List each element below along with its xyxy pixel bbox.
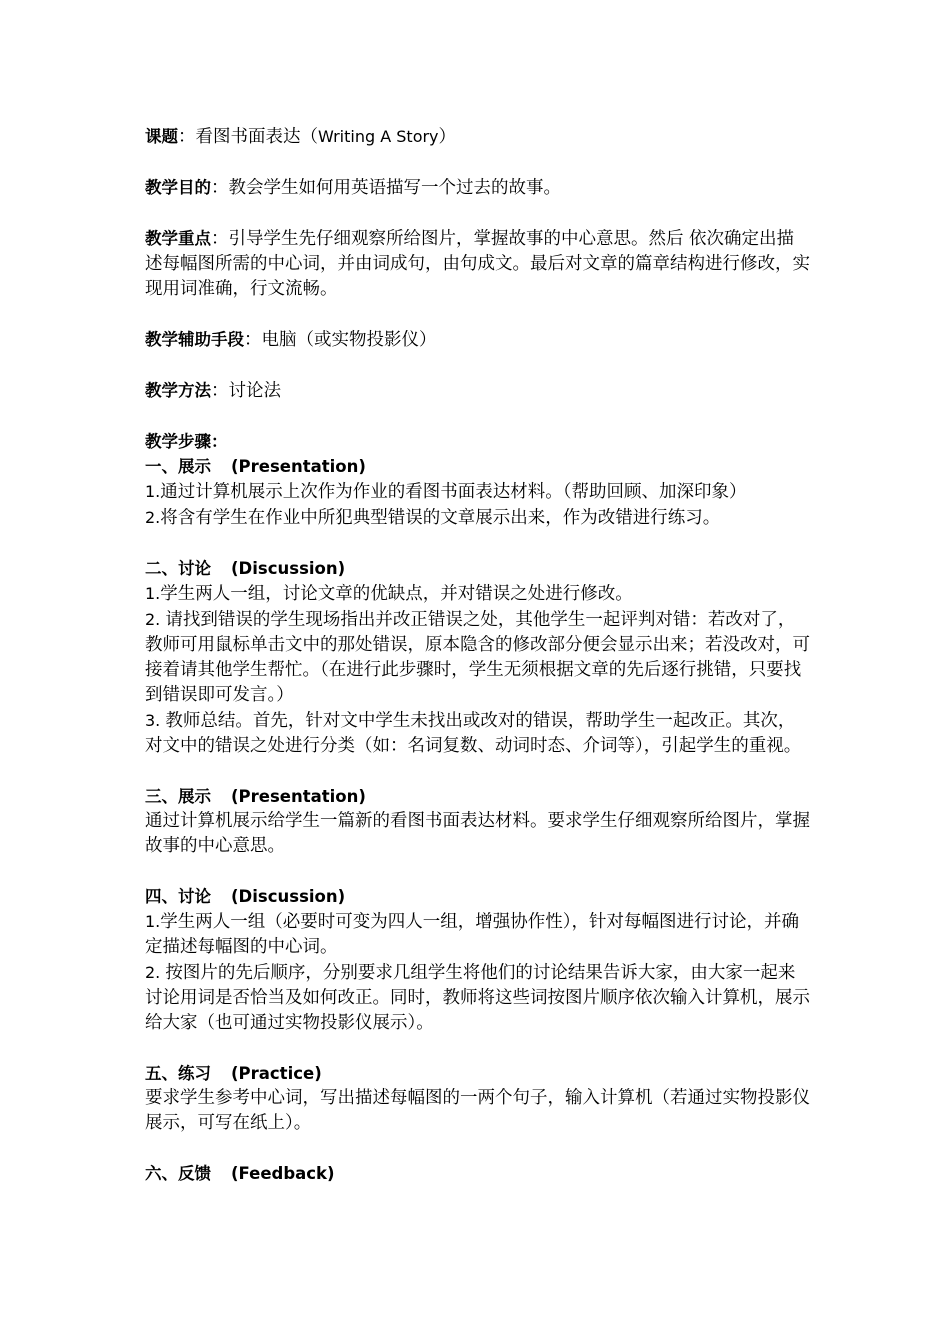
section-heading: 五、练习 (Practice) bbox=[145, 1064, 322, 1083]
purpose-line: 教学目的：教会学生如何用英语描写一个过去的故事。 bbox=[145, 178, 561, 198]
list-item: 2.将含有学生在作业中所犯典型错误的文章展示出来，作为改错进行练习。 bbox=[145, 508, 721, 528]
topic-value: 看图书面表达（ bbox=[195, 127, 318, 147]
section-heading: 三、展示 (Presentation) bbox=[145, 787, 366, 806]
purpose-value: 教会学生如何用英语描写一个过去的故事。 bbox=[228, 178, 561, 198]
section-heading: 六、反馈 (Feedback) bbox=[145, 1164, 335, 1183]
key-points-line: 教学重点：引导学生先仔细观察所给图片，掌握故事的中心意思。然后 依次确定出描述每幅图所需的中心词，并由词成句，由句成文。最后对文章的篇章结构进行修改，实现用词准确，行文流畅。 bbox=[145, 229, 810, 299]
topic-english: Writing A Story bbox=[318, 127, 439, 146]
aids-line: 教学辅助手段：电脑（或实物投影仪） bbox=[145, 330, 437, 350]
key-points-value: 引导学生先仔细观察所给图片，掌握故事的中心意思。然后 依次确定出描述每幅图所需的中心词，并由词成句，由句成文。最后对文章的篇章结构进行修改，实现用词准确，行文流畅。 bbox=[145, 229, 810, 299]
section-heading: 四、讨论 (Discussion) bbox=[145, 887, 346, 906]
section-heading: 二、讨论 (Discussion) bbox=[145, 559, 346, 578]
list-item: 1.学生两人一组，讨论文章的优缺点，并对错误之处进行修改。 bbox=[145, 584, 633, 604]
list-item: 2. 请找到错误的学生现场指出并改正错误之处，其他学生一起评判对错：若改对了，教师可用鼠标单击文中的那处错误，原本隐含的修改部分便会显示出来；若没改对，可接着请其他学生帮忙。（在进行此步骤时，学生无须根据文章的先后逐行挑错，只要找到错误即可发言。） bbox=[145, 610, 810, 705]
section-heading: 一、展示 (Presentation) bbox=[145, 457, 366, 476]
list-item: 1.通过计算机展示上次作为作业的看图书面表达材料。（帮助回顾、加深印象） bbox=[145, 482, 747, 502]
aids-label: 教学辅助手段 bbox=[145, 330, 244, 349]
paragraph: 通过计算机展示给学生一篇新的看图书面表达材料。要求学生仔细观察所给图片，掌握故事的中心意思。 bbox=[145, 811, 810, 856]
document-page bbox=[145, 124, 810, 1186]
key-points-label: 教学重点 bbox=[145, 229, 211, 248]
topic-line: 课题：看图书面表达（Writing A Story） bbox=[145, 127, 457, 147]
aids-value: 电脑（或实物投影仪） bbox=[261, 330, 437, 350]
steps-label: 教学步骤： bbox=[145, 432, 228, 451]
list-item: 1.学生两人一组（必要时可变为四人一组，增强协作性），针对每幅图进行讨论，并确定描述每幅图的中心词。 bbox=[145, 912, 800, 957]
topic-label: 课题 bbox=[145, 127, 178, 146]
paragraph: 要求学生参考中心词，写出描述每幅图的一两个句子，输入计算机（若通过实物投影仪展示，可写在纸上）。 bbox=[145, 1088, 810, 1133]
method-value: 讨论法 bbox=[228, 381, 281, 401]
list-item: 3. 教师总结。首先，针对文中学生未找出或改对的错误，帮助学生一起改正。其次，对文中的错误之处进行分类（如：名词复数、动词时态、介词等），引起学生的重视。 bbox=[145, 711, 802, 756]
purpose-label: 教学目的 bbox=[145, 178, 211, 197]
method-line: 教学方法：讨论法 bbox=[145, 381, 281, 401]
list-item: 2. 按图片的先后顺序，分别要求几组学生将他们的讨论结果告诉大家，由大家一起来讨论用词是否恰当及如何改正。同时，教师将这些词按图片顺序依次输入计算机，展示给大家（也可通过实物投影仪展示）。 bbox=[145, 963, 810, 1033]
method-label: 教学方法 bbox=[145, 381, 211, 400]
